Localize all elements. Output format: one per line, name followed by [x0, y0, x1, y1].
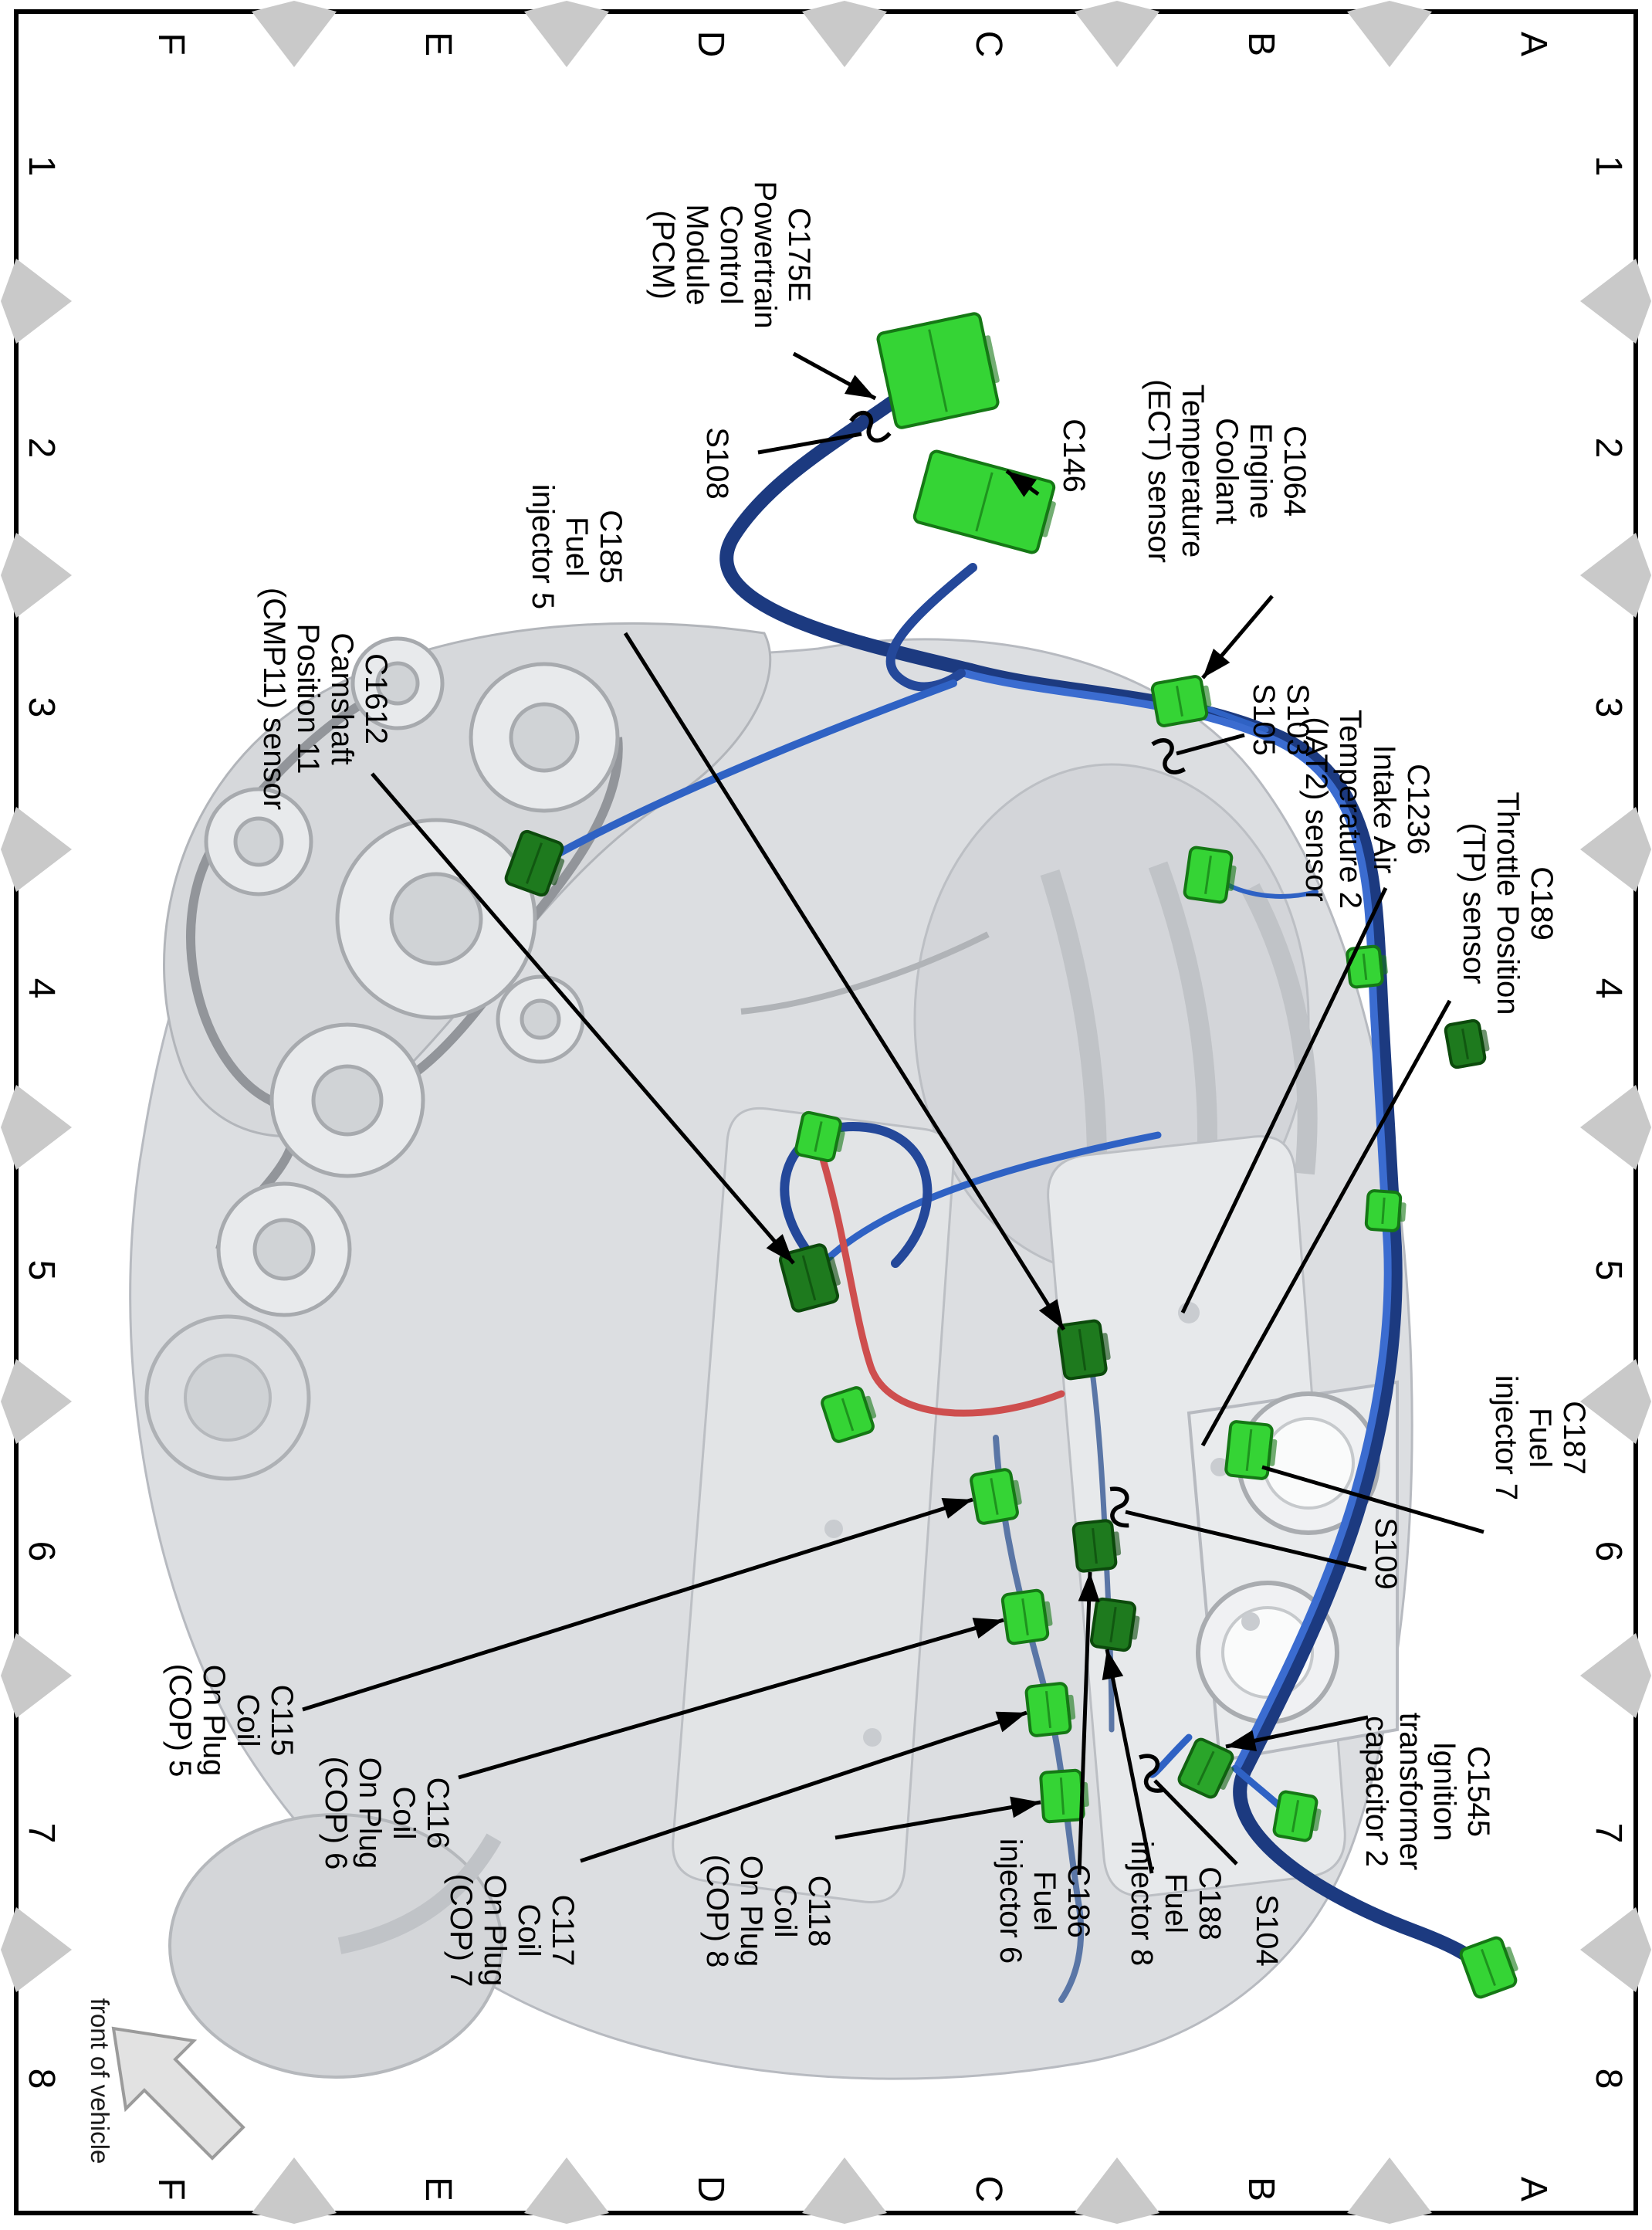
- callout-c1545: [1359, 1713, 1495, 1871]
- callout-c187-line: C187: [1557, 1401, 1591, 1475]
- callout-c115-line: (COP) 5: [163, 1663, 197, 1778]
- callout-c116-line: Coil: [387, 1786, 421, 1840]
- callout-s108-line: S108: [700, 427, 734, 500]
- callout-c1236-line: (IAT2) sensor: [1299, 717, 1333, 902]
- callout-c185-line: Fuel: [560, 517, 594, 577]
- callout-c1064-line: C1064: [1278, 425, 1312, 517]
- callout-c115-line: C115: [265, 1684, 299, 1757]
- callout-s103_s105-line: S105: [1247, 683, 1281, 756]
- callout-c118-line: C118: [802, 1875, 836, 1947]
- callout-c118-line: On Plug: [734, 1855, 768, 1967]
- grid-letter-left: E: [418, 31, 459, 57]
- callout-c116-line: On Plug: [353, 1757, 387, 1869]
- callout-c1064-line: Coolant: [1210, 418, 1244, 524]
- grid-letter-right: B: [1241, 2176, 1281, 2202]
- zone-marker: [1580, 259, 1651, 344]
- zone-marker: [1580, 807, 1651, 892]
- zone-marker: [1, 1633, 72, 1718]
- zone-marker: [1347, 1, 1432, 67]
- callout-c1545-line: Ignition: [1427, 1741, 1461, 1842]
- conn-c146: [913, 450, 1061, 556]
- grid-letter-right: A: [1513, 2176, 1554, 2202]
- callout-c1236-line: C1236: [1401, 764, 1435, 855]
- callout-s104: [1250, 1894, 1284, 1966]
- zone-marker: [252, 2157, 337, 2224]
- zone-marker: [1580, 533, 1651, 618]
- zone-marker: [1, 807, 72, 892]
- zone-marker: [1347, 2157, 1432, 2224]
- callout-c1064-line: Engine: [1244, 422, 1278, 520]
- callout-c1545-line: C1545: [1461, 1746, 1495, 1837]
- grid-number-top: 1: [1588, 155, 1629, 177]
- grid-number-top: 2: [1588, 437, 1629, 459]
- grid-letter-left: A: [1513, 31, 1554, 57]
- callout-c1064: [1142, 379, 1312, 563]
- zone-marker: [524, 1, 609, 67]
- callout-c186-line: Fuel: [1027, 1871, 1061, 1931]
- callout-c175e-line: Control: [714, 205, 748, 305]
- alternator: [147, 1317, 309, 1479]
- grid-letter-right: C: [968, 2175, 1009, 2203]
- conn-ect: [1152, 674, 1214, 727]
- zone-marker: [1580, 1907, 1651, 1992]
- callout-c1236-line: Temperature 2: [1333, 710, 1367, 909]
- callout-c187: [1489, 1375, 1591, 1500]
- callout-c1612-line: Camshaft: [325, 632, 359, 765]
- callout-c186-line: injector 6: [994, 1838, 1027, 1964]
- callout-c175e: [646, 181, 816, 328]
- callout-c118-line: Coil: [768, 1884, 802, 1938]
- grid-number-top: 8: [1588, 2068, 1629, 2089]
- callout-c1064-line: (ECT) sensor: [1142, 379, 1176, 563]
- callout-c188-line: C188: [1193, 1866, 1227, 1940]
- zone-marker: [1, 1085, 72, 1170]
- callout-c1612-line: C1612: [359, 653, 393, 744]
- grid-number-top: 7: [1588, 1822, 1629, 1844]
- callout-c175e-line: Module: [680, 204, 714, 306]
- zone-marker: [1580, 1085, 1651, 1170]
- callout-c116-line: C116: [421, 1777, 455, 1849]
- callout-c185: [526, 484, 628, 609]
- callout-c1545-line: capacitor 2: [1359, 1716, 1393, 1867]
- callout-c187-line: Fuel: [1523, 1408, 1557, 1468]
- grid-number-top: 6: [1588, 1540, 1629, 1562]
- conn-c175e-pcm: [877, 311, 1005, 429]
- callout-s109: [1369, 1517, 1403, 1589]
- zone-marker: [252, 1, 337, 67]
- zone-marker: [1, 259, 72, 344]
- grid-letter-left: D: [690, 30, 731, 58]
- callout-c175e-line: Powertrain: [748, 181, 782, 329]
- callout-c117-line: C117: [546, 1894, 580, 1967]
- grid-letter-left: F: [151, 32, 191, 56]
- leader-s108: [758, 434, 862, 452]
- callout-c186-line: C186: [1061, 1864, 1095, 1938]
- callout-c146: [1057, 419, 1091, 493]
- callout-c117-line: On Plug: [478, 1874, 512, 1987]
- grid-letter-left: B: [1241, 31, 1281, 57]
- callout-c1545-line: transformer: [1393, 1712, 1427, 1871]
- callout-c189-line: C189: [1525, 866, 1559, 940]
- front-of-vehicle-arrow: [113, 2028, 243, 2158]
- callout-s109-line: S109: [1369, 1517, 1403, 1590]
- grid-number-bottom: 4: [21, 978, 62, 999]
- grid-letter-left: C: [968, 30, 1009, 58]
- callout-c189-line: (TP) sensor: [1457, 822, 1491, 985]
- zone-marker: [524, 2157, 609, 2224]
- zone-marker: [1, 1359, 72, 1444]
- callout-c115-line: Coil: [231, 1693, 265, 1747]
- callout-c189: [1457, 791, 1559, 1015]
- grid-number-bottom: 3: [21, 696, 62, 718]
- grid-letter-right: F: [151, 2177, 191, 2201]
- callout-c175e-line: C175E: [782, 207, 816, 303]
- callout-s103_s105-line: S103: [1281, 683, 1315, 756]
- callout-c185-line: injector 5: [526, 483, 560, 610]
- zone-marker: [1075, 2157, 1159, 2224]
- callout-c187-line: injector 7: [1489, 1374, 1523, 1501]
- grid-number-bottom: 5: [21, 1259, 62, 1281]
- grid-letter-right: E: [418, 2176, 459, 2202]
- grid-letter-right: D: [690, 2175, 731, 2203]
- zone-marker: [1, 533, 72, 618]
- callout-c185-line: C185: [594, 510, 628, 584]
- grid-number-top: 5: [1588, 1259, 1629, 1281]
- callout-c117-line: (COP) 7: [444, 1873, 478, 1988]
- front-of-vehicle-label: front of vehicle: [86, 1998, 114, 2164]
- callout-c116-line: (COP) 6: [319, 1756, 353, 1870]
- zone-marker: [1580, 1633, 1651, 1718]
- callout-c188-line: Fuel: [1159, 1873, 1193, 1933]
- callout-c188-line: injector 8: [1125, 1840, 1159, 1967]
- callout-c1612-line: Position 11: [291, 623, 325, 774]
- zone-marker: [802, 2157, 887, 2224]
- grid-number-top: 4: [1588, 978, 1629, 999]
- grid-number-bottom: 6: [21, 1540, 62, 1562]
- conn-trunk-3: [1444, 1018, 1491, 1068]
- grid-number-bottom: 7: [21, 1822, 62, 1844]
- callout-c146-line: C146: [1057, 419, 1091, 493]
- callout-c1064-line: Temperature: [1176, 384, 1210, 558]
- grid-number-bottom: 8: [21, 2068, 62, 2089]
- callout-c1612-line: (CMP11) sensor: [257, 587, 291, 811]
- zone-marker: [1075, 1, 1159, 67]
- callout-s108: [700, 427, 734, 499]
- zone-marker: [1, 1907, 72, 1992]
- callout-c189-line: Throttle Position: [1491, 791, 1525, 1015]
- callout-c118-line: (COP) 8: [700, 1854, 734, 1968]
- callout-c115-line: On Plug: [197, 1664, 231, 1777]
- grid-number-top: 3: [1588, 696, 1629, 718]
- leader-arrowhead-c175e: [845, 374, 881, 408]
- conn-trunk-end: [1459, 1934, 1523, 1999]
- connector-latch: [1397, 1202, 1407, 1222]
- callout-c175e-line: (PCM): [646, 210, 680, 300]
- callout-c1236-line: Intake Air: [1367, 744, 1401, 874]
- callout-c117-line: Coil: [512, 1903, 546, 1957]
- zone-marker: [802, 1, 887, 67]
- callout-s104-line: S104: [1250, 1894, 1284, 1967]
- grid-number-bottom: 2: [21, 437, 62, 459]
- grid-number-bottom: 1: [21, 155, 62, 177]
